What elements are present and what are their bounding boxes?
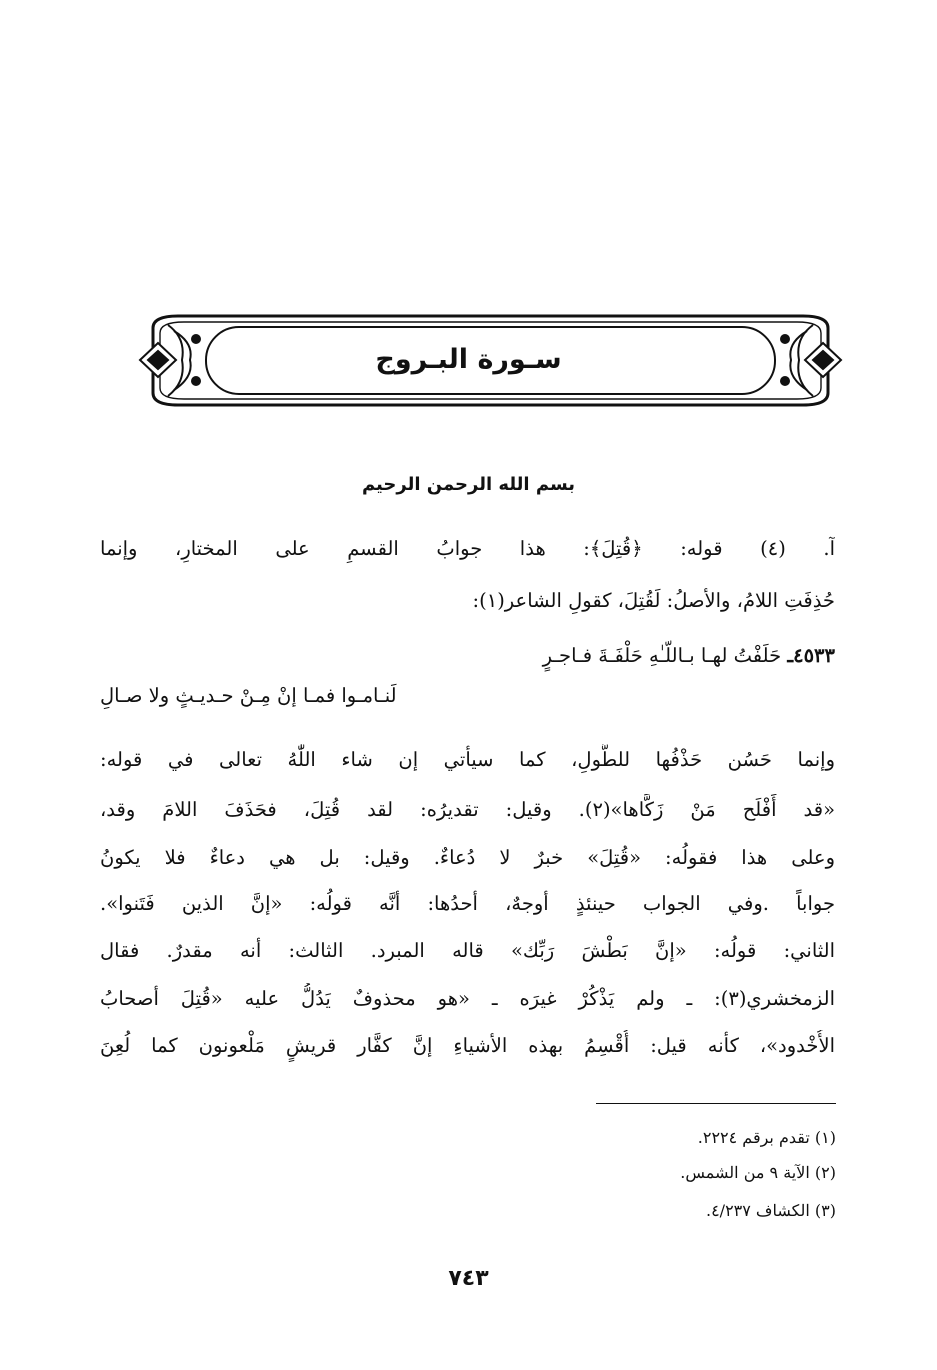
basmala: بسم الله الرحمن الرحيم (361, 474, 576, 495)
paragraph2-line-1: وإنما حَسُن حَذْفُها للطُّولِ، كما سيأتي إن شاء اللّٰهُ تعالى في قوله: (100, 748, 835, 771)
footnote-1: (١) تقدم برقم ٢٢٢٤. (697, 1128, 836, 1147)
page-number: ٧٤٣ (448, 1266, 489, 1291)
paragraph1-line-1: آ. (٤) قوله: ﴿قُتِلَ﴾: هذا جوابُ القسمِ على المختارِ، وإنما (100, 537, 835, 560)
paragraph2-line-6: الزمخشري(٣): ـ ولم يَذْكُرْ غيرَه ـ «هو محذوفٌ يَدُلُّ عليه «قُتِلَ أصحابُ (100, 987, 835, 1010)
footnote-separator (596, 1103, 836, 1104)
footnote-2: (٢) الآية ٩ من الشمس. (680, 1163, 836, 1182)
paragraph2-line-7: الأُخْدود»، كأنه قيل: أُقْسِمُ بهذه الأشياءِ إنَّ كفَّار قريشٍ مَلْعونون كما لُعِنَ (100, 1034, 835, 1057)
verse-first-hemistich-line (100, 640, 835, 672)
paragraph2-line-3: وعلى هذا فقولُه: «قُتِلَ» خبرٌ لا دُعاءٌ. وقيل: بل هي دعاءٌ فلا يكونُ (100, 846, 835, 869)
verse-first-hemistich: حَلَفْتُ لهـا بـاللّـٰهِ حَلْفَـةَ فـاجـرٍ (542, 644, 782, 667)
left-ornament-icon (140, 325, 200, 396)
verse-second-hemistich: لَنـامـوا فمـا إنْ مِـنْ حـديـثٍ ولا صـالِ (100, 684, 397, 707)
right-ornament-icon (781, 325, 841, 396)
footnote-3: (٣) الكشاف ٤/٢٣٧. (705, 1201, 836, 1220)
verse-number: ٤٥٣٣ـ (787, 644, 835, 667)
paragraph1-line-2: حُذِفَتِ اللامُ، والأصلُ: لَقُتِلَ، كقولِ الشاعر(١): (472, 589, 835, 612)
paragraph2-line-2: «قد أَفْلَح مَنْ زَكَّاها»(٢). وقيل: تقديرُه: لقد قُتِلَ، فحَذَفَ اللامَ وقد، (100, 798, 835, 821)
paragraph2-line-4: جواباً .وفي الجواب حينئذٍ أوجهٌ، أحدُها: أنَّه قولُه: «إنَّ الذين فَتَنوا». (100, 892, 835, 915)
paragraph2-line-5: الثاني: قولُه: «إنَّ بَطْشَ رَبِّك» قاله المبرد. الثالث: أنه مقدرٌ. فقال (100, 939, 835, 962)
surah-title: سـورة البـروج (375, 344, 562, 375)
